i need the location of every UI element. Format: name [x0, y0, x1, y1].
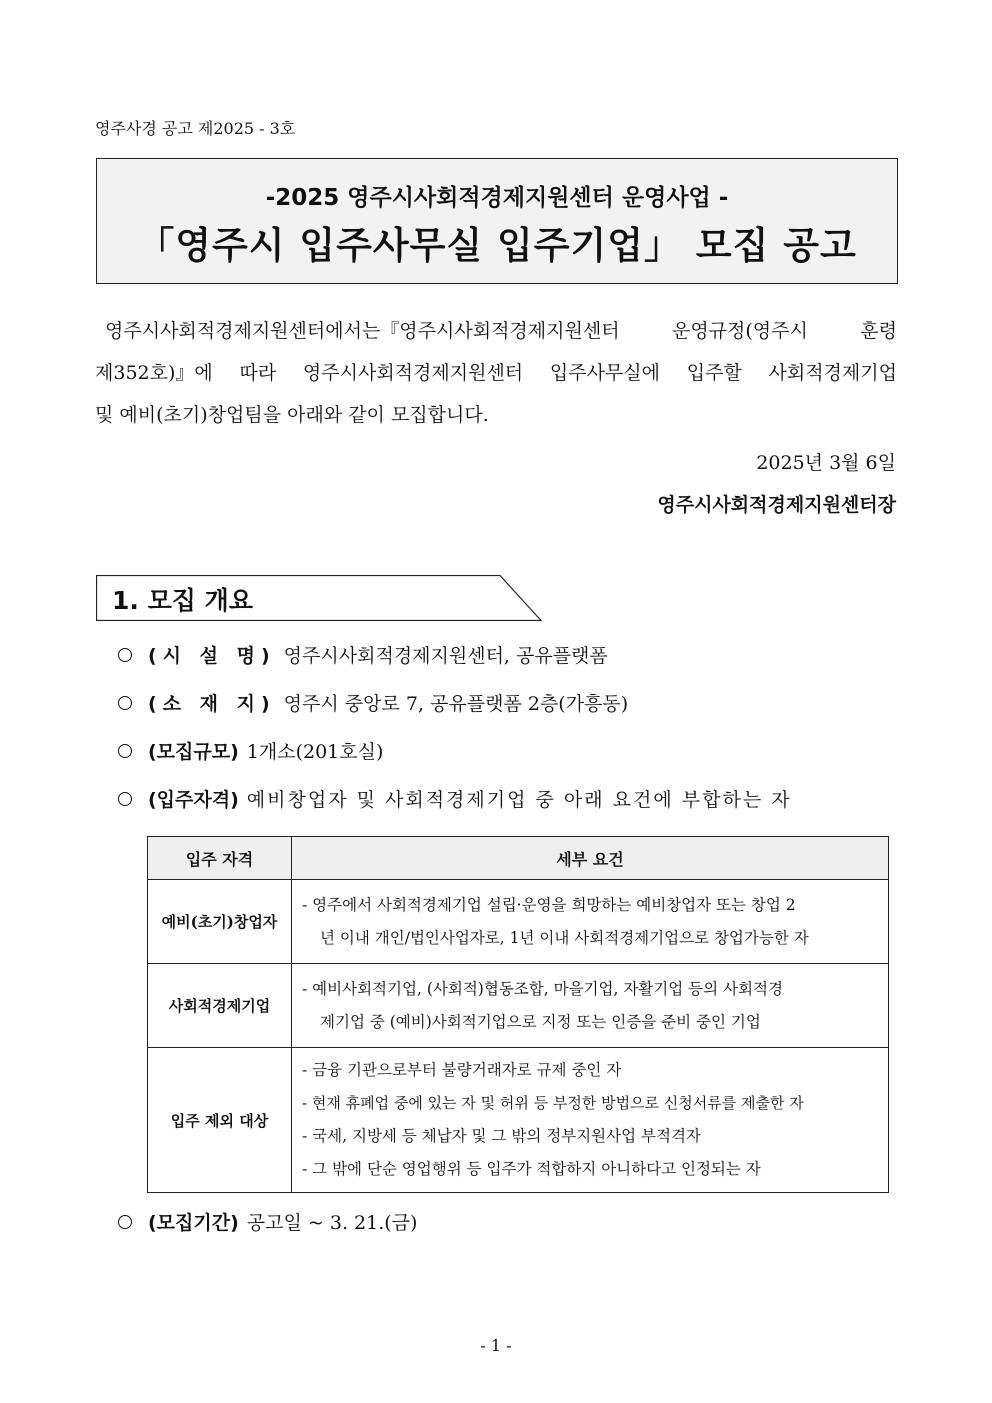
intro-line-2	[95, 352, 897, 394]
page-number: - 1 -	[480, 1336, 512, 1355]
bullet-value: 1개소(201호실)	[246, 741, 384, 763]
table-detail	[292, 880, 889, 964]
intro-line-3: 및 예비(초기)창업팀을 아래와 같이 모집합니다.	[95, 404, 489, 426]
circle-bullet-icon	[118, 1215, 132, 1229]
bullet-key: (시 설 명)	[148, 645, 276, 667]
organization-name: 영주시사회적경제지원센터장	[657, 494, 896, 516]
table-category: 입주 제외 대상	[148, 1048, 292, 1193]
circle-bullet-icon	[118, 648, 132, 662]
requirements-table	[147, 836, 889, 1193]
circle-bullet-icon	[118, 744, 132, 758]
notice-date: 2025년 3월 6일	[756, 452, 896, 474]
title-main: 「영주시 입주사무실 입주기업」 모집 공고	[137, 224, 857, 267]
table-row	[148, 964, 889, 1048]
table-row	[148, 880, 889, 964]
intro-word: 운영규정(영주시	[671, 320, 808, 342]
detail-line: - 영주에서 사회적경제기업 설립·운영을 희망하는 예비창업자 또는 창업 2	[302, 895, 796, 914]
bullet-value: 예비창업자 및 사회적경제기업 중 아래 요건에 부합하는 자	[246, 789, 792, 811]
bullet-value: 영주시 중앙로 7, 공유플랫폼 2층(가흥동)	[283, 693, 629, 715]
bullet-scale	[118, 737, 383, 764]
intro-word: 영주시사회적경제지원센터	[302, 362, 524, 384]
intro-word: 입주사무실에	[549, 362, 660, 384]
detail-line: 제기업 중 (예비)사회적기업으로 지정 또는 인증을 준비 중인 기업	[320, 1012, 761, 1031]
detail-line: 년 이내 개인/법인사업자로, 1년 이내 사회적경제기업으로 창업가능한 자	[320, 928, 809, 947]
detail-line: - 그 밖에 단순 영업행위 등 입주가 적합하지 아니하다고 인정되는 자	[302, 1160, 761, 1178]
circle-bullet-icon	[118, 696, 132, 710]
table-row	[148, 1048, 889, 1193]
intro-word: 입주할	[686, 362, 742, 384]
intro-line-1	[95, 310, 897, 352]
table-header: 입주 자격	[148, 837, 292, 880]
intro-word: 제352호)』에	[95, 362, 213, 384]
notice-number: 영주사경 공고 제2025 - 3호	[95, 119, 296, 138]
title-box	[96, 158, 898, 284]
section-header	[96, 575, 542, 621]
table-category: 사회적경제기업	[148, 964, 292, 1048]
bullet-eligibility	[118, 785, 792, 812]
intro-word: 사회적경제기업	[768, 362, 897, 384]
bullet-value: 공고일 ~ 3. 21.(금)	[246, 1212, 418, 1234]
circle-bullet-icon	[118, 792, 132, 806]
section-title: 1. 모집 개요	[112, 586, 253, 615]
bullet-facility	[118, 641, 608, 668]
detail-line: - 현재 휴폐업 중에 있는 자 및 허위 등 부정한 방법으로 신청서류를 제출한 자	[302, 1094, 804, 1112]
intro-word: 따라	[239, 362, 277, 384]
intro-word: 훈령	[860, 320, 897, 342]
bullet-key: (입주자격)	[148, 789, 239, 811]
bullet-period	[118, 1208, 417, 1235]
bullet-key: (모집규모)	[148, 741, 239, 763]
intro-word: 영주시사회적경제지원센터에서는『영주시사회적경제지원센터	[105, 320, 620, 342]
bullet-location	[118, 689, 628, 716]
table-header-row	[148, 837, 889, 880]
bullet-value: 영주시사회적경제지원센터, 공유플랫폼	[283, 645, 608, 667]
detail-line: - 예비사회적기업, (사회적)협동조합, 마을기업, 자활기업 등의 사회적경	[302, 979, 783, 998]
table-detail	[292, 1048, 889, 1193]
bullet-key: (모집기간)	[148, 1212, 239, 1234]
table-header: 세부 요건	[292, 837, 889, 880]
table-category: 예비(초기)창업자	[148, 880, 292, 964]
bullet-key: (소 재 지)	[148, 693, 276, 715]
title-subtitle: -2025 영주시사회적경제지원센터 운영사업 -	[265, 185, 729, 211]
table-detail	[292, 964, 889, 1048]
detail-line: - 금융 기관으로부터 불량거래자로 규제 중인 자	[302, 1061, 622, 1079]
intro-paragraph	[95, 310, 897, 436]
detail-line: - 국세, 지방세 등 체납자 및 그 밖의 정부지원사업 부적격자	[302, 1127, 701, 1145]
